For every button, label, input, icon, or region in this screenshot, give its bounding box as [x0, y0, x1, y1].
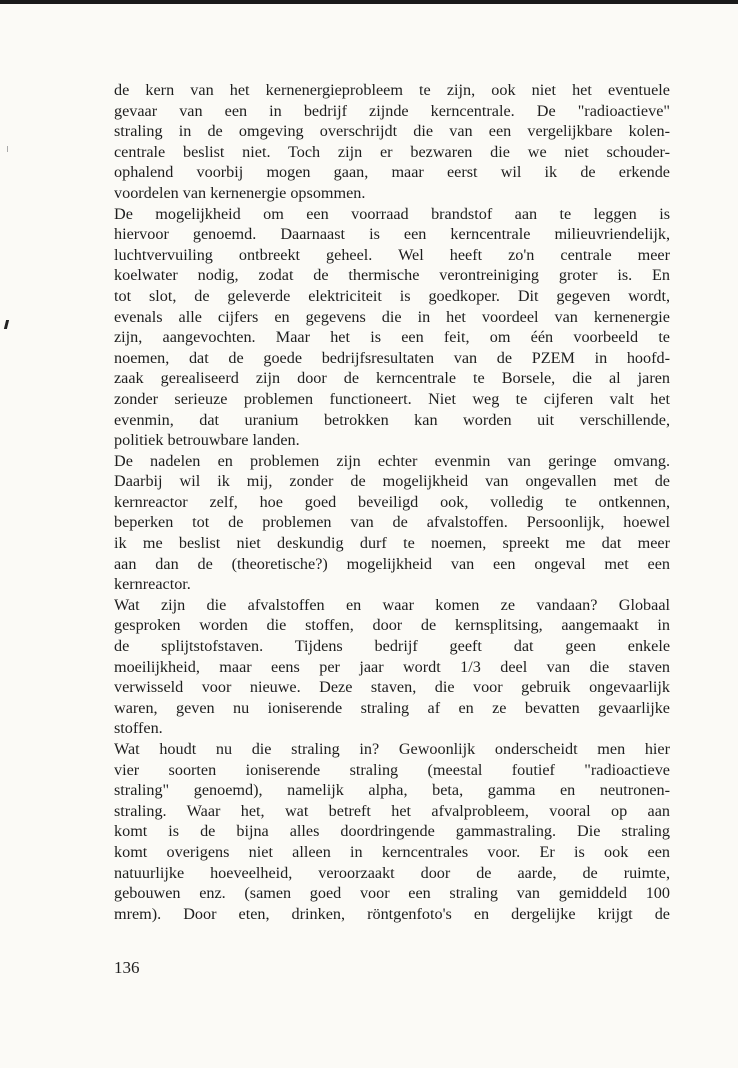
text-line: komt overigens niet alleen in kerncentrales voor. Er is ook een [114, 842, 670, 861]
text-line: Wat zijn die afvalstoffen en waar komen ze vandaan? Globaal [114, 595, 670, 614]
text-line: straling in de omgeving overschrijdt die van een vergelijkbare kolen- [114, 122, 670, 141]
top-border-rule [0, 0, 738, 4]
text-line: beperken tot de problemen van de afvalstoffen. Persoonlijk, hoewel [114, 513, 670, 532]
text-line: ik me beslist niet deskundig durf te noemen, spreekt me dat meer [114, 534, 670, 553]
text-line: de kern van het kernenergieprobleem te zijn, ook niet het eventuele [114, 81, 670, 99]
page-number: 136 [114, 958, 140, 977]
body-text [114, 80, 670, 924]
text-line: hiervoor genoemd. Daarnaast is een kerncentrale milieuvriendelijk, [114, 225, 670, 244]
text-line: stoffen. [114, 719, 163, 738]
text-line: straling" genoemd), namelijk alpha, beta, gamma en neutronen- [114, 781, 670, 800]
text-line: luchtvervuiling ontbreekt geheel. Wel heeft zo'n centrale meer [114, 245, 670, 264]
text-line: kernreactor zelf, hoe goed beveiligd ook, volledig te ontkennen, [114, 492, 670, 511]
margin-mark [4, 320, 9, 329]
text-line: kernreactor. [114, 575, 191, 594]
text-line: zonder serieuze problemen functioneert. Niet weg te cijferen valt het [114, 389, 670, 408]
text-line: verwisseld voor nieuwe. Deze staven, die voor gebruik ongevaarlijk [114, 678, 670, 697]
text-line: De mogelijkheid om een voorraad brandstof aan te leggen is [114, 204, 670, 223]
text-line: gesproken worden die stoffen, door de kernsplitsing, aangemaakt in [114, 616, 670, 635]
text-line: zijn, aangevochten. Maar het is een feit, om één voorbeeld te [114, 328, 670, 347]
text-line: noemen, dat de goede bedrijfsresultaten van de PZEM in hoofd- [114, 348, 670, 367]
text-line: De nadelen en problemen zijn echter evenmin van geringe omvang. [114, 451, 670, 470]
text-line: politiek betrouwbare landen. [114, 431, 300, 450]
text-line: mrem). Door eten, drinken, röntgenfoto's en dergelijke krijgt de [114, 904, 670, 923]
text-line: koelwater nodig, zodat de thermische verontreiniging groter is. En [114, 266, 670, 285]
text-line: evenmin, dat uranium betrokken kan worden uit verschillende, [114, 410, 670, 429]
text-line: komt is de bijna alles doordringende gammastraling. Die straling [114, 822, 670, 841]
text-line: straling. Waar het, wat betreft het afvalprobleem, vooral op aan [114, 801, 670, 820]
text-line: Wat houdt nu die straling in? Gewoonlijk onderscheidt men hier [114, 740, 670, 758]
text-line: vier soorten ioniserende straling (meestal foutief "radioactieve [114, 760, 670, 779]
text-line: de splijtstofstaven. Tijdens bedrijf geeft dat geen enkele [114, 637, 670, 656]
margin-speck [7, 146, 8, 152]
text-line: centrale beslist niet. Toch zijn er bezwaren die we niet schouder- [114, 142, 670, 161]
text-line: natuurlijke hoeveelheid, veroorzaakt door de aarde, de ruimte, [114, 863, 670, 882]
text-line: tot slot, de geleverde elektriciteit is goedkoper. Dit gegeven wordt, [114, 286, 670, 305]
text-line: ophalend voorbij mogen gaan, maar eerst wil ik de erkende [114, 163, 670, 182]
text-line: gebouwen enz. (samen goed voor een straling van gemiddeld 100 [114, 884, 670, 903]
text-line: waren, geven nu ioniserende straling af en ze bevatten gevaarlijke [114, 698, 670, 717]
text-line: evenals alle cijfers en gegevens die in het voordeel van kernenergie [114, 307, 670, 326]
text-line: aan dan de (theoretische?) mogelijkheid van een ongeval met een [114, 554, 670, 573]
text-line: voordelen van kernenergie opsommen. [114, 183, 366, 202]
text-line: gevaar van een in bedrijf zijnde kerncentrale. De "radioactieve" [114, 101, 670, 120]
text-line: zaak gerealiseerd zijn door de kerncentrale te Borsele, die al jaren [114, 369, 670, 388]
text-line: moeilijkheid, maar eens per jaar wordt 1/3 deel van die staven [114, 657, 670, 676]
text-line: Daarbij wil ik mij, zonder de mogelijkheid van ongevallen met de [114, 472, 670, 491]
